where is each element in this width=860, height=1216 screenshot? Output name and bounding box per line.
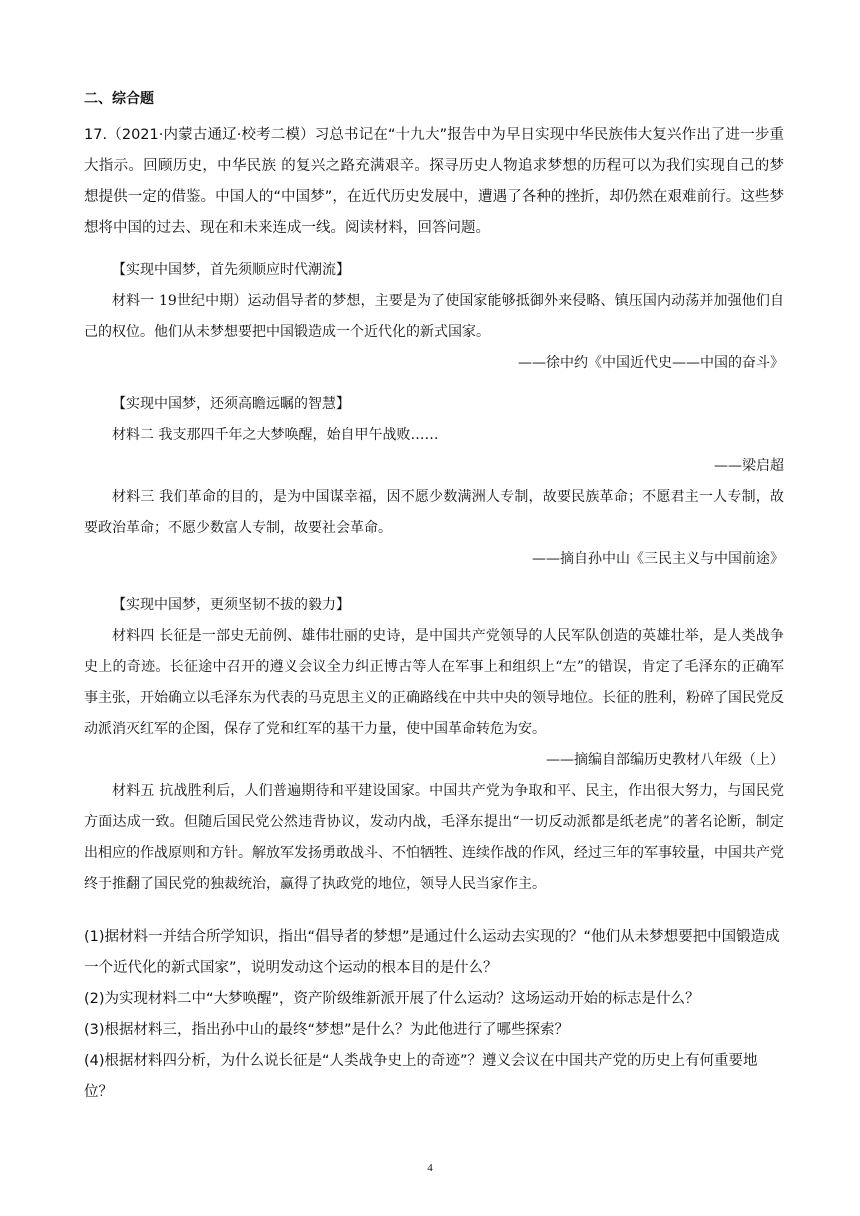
question-17-intro: 17.（2021·内蒙古通辽·校考二模）习总书记在“十九大”报告中为早日实现中华民族伟大复兴作出了进一步重大指示。回顾历史，中华民族 的复兴之路充满艰辛。探寻历史人物追求梦想的历程可以为我们实现自己的梦想提供一定的借鉴。中国人的“中国梦”，在近代历史发展中，遭遇了各种的挫折，却仍然在艰难前行。这些梦想将中国的过去、现在和未来连成一线。阅读材料，回答问题。 [84,127,784,236]
material-1-text: 材料一 19世纪中期）运动倡导者的梦想，主要是为了使国家能够抵御外来侵略、镇压国内动荡并加强他们自己的权位。他们从未梦想要把中国锻造成一个近代化的新式国家。 [84,293,784,340]
sub-question-4: (4)根据材料四分析，为什么说长征是“人类战争史上的奇迹”？遵义会议在中国共产党的历史上有何重要地位？ [84,1053,758,1100]
sub-question-1: (1)据材料一并结合所学知识，指出“倡导者的梦想”是通过什么运动去实现的？“他们从未梦想要把中国锻造成一个近代化的新式国家”，说明发动这个运动的根本目的是什么？ [84,929,780,976]
heading-2: 【实现中国梦，还须高瞻远瞩的智慧】 [112,396,350,412]
material-4-source: ——摘编自部编历史教材八年级（上） [546,752,784,768]
sub-question-3: (3)根据材料三，指出孙中山的最终“梦想”是什么？为此他进行了哪些探索？ [84,1022,570,1038]
material-block-1 [84,255,784,379]
material-2-text: 材料二 我支那四千年之大梦唤醒，始自甲午战败…… [112,427,439,443]
page-number: 4 [427,1162,433,1174]
material-3-source: ——摘自孙中山《三民主义与中国前途》 [532,551,784,567]
heading-3: 【实现中国梦，更须坚韧不拔的毅力】 [112,597,350,613]
material-2-source: ——梁启超 [714,458,784,474]
material-block-2 [84,389,784,575]
material-3-text: 材料三 我们革命的目的，是为中国谋幸福，因不愿少数满洲人专制，故要民族革命；不愿君主一人专制，故要政治革命；不愿少数富人专制，故要社会革命。 [84,489,784,536]
section-title: 二、综合题 [84,91,154,107]
material-block-3 [84,590,784,900]
material-4-text: 材料四 长征是一部史无前例、雄伟壮丽的史诗，是中国共产党领导的人民军队创造的英雄壮举，是人类战争史上的奇迹。长征途中召开的遵义会议全力纠正博古等人在军事上和组织上“左”的错误，肯定了毛泽东的正确军事主张，开始确立以毛泽东为代表的马克思主义的正确路线在中共中央的领导地位。长征的胜利，粉碎了国民党反动派消灭红军的企图，保存了党和红军的基干力量，使中国革命转危为安。 [84,628,784,737]
heading-1: 【实现中国梦，首先须顺应时代潮流】 [112,262,350,278]
sub-question-2: (2)为实现材料二中“大梦唤醒”，资产阶级维新派开展了什么运动？这场运动开始的标志是什么？ [84,991,700,1007]
material-1-source: ——徐中约《中国近代史——中国的奋斗》 [518,355,784,371]
material-5-text: 材料五 抗战胜利后，人们普遍期待和平建设国家。中国共产党为争取和平、民主，作出很大努力，与国民党方面达成一致。但随后国民党公然违背协议，发动内战，毛泽东提出“一切反动派都是纸老虎”的著名论断，制定出相应的作战原则和方针。解放军发扬勇敢战斗、不怕牺牲、连续作战的作风，经过三年的军事较量，中国共产党终于推翻了国民党的独裁统治，赢得了执政党的地位，领导人民当家作主。 [84,783,784,892]
